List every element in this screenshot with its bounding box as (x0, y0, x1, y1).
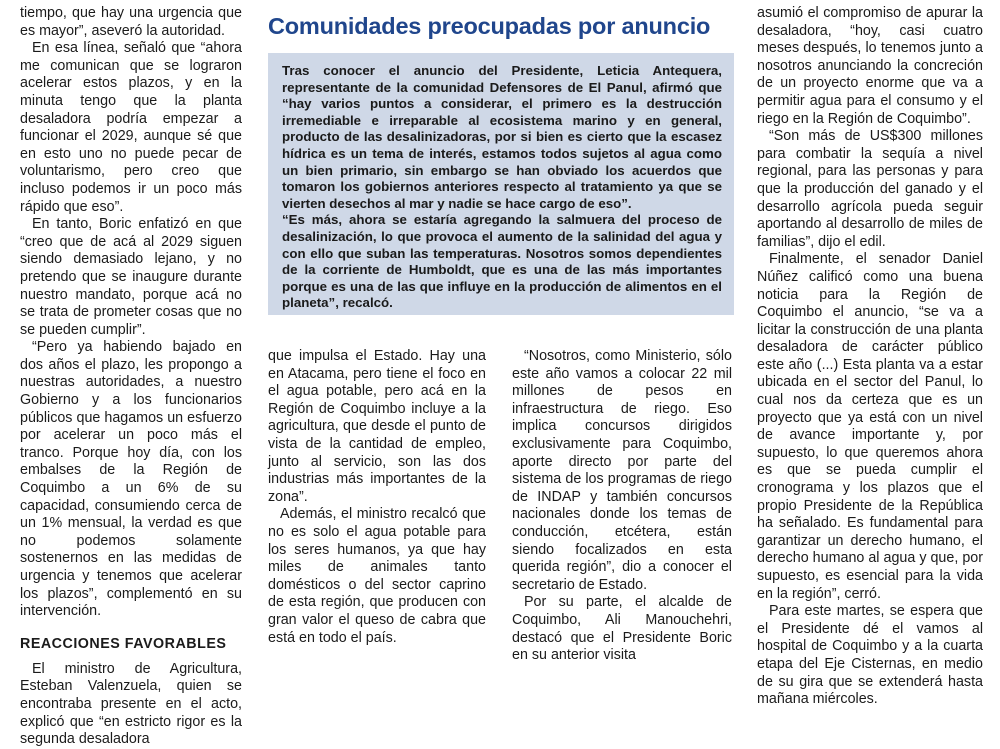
article-column-2 (268, 348, 486, 647)
paragraph: El ministro de Agricultura, Esteban Valenzuela, quien se encontraba presente en el acto, explicó que “en estricto rigor es la segunda desaladora (20, 660, 242, 748)
section-heading: REACCIONES FAVORABLES (20, 635, 227, 652)
highlight-box (268, 53, 734, 315)
paragraph: En esa línea, señaló que “ahora me comunican que se lograron acelerar estos plazos, y en la minuta tengo que la planta desaladora podría empezar a funcionar el 2029, aunque sé que en esto uno no puede pecar de voluntarismo, pero creo que incluso podemos ir un poco más rápido que eso”. (20, 40, 242, 215)
paragraph: “Son más de US$300 millones para combatir la sequía a nivel regional, para las personas y para que la producción del ganado y el desarrollo agrícola pueda seguir aportando al desarrollo de miles de familias”, dijo el edil. (757, 128, 983, 250)
paragraph: que impulsa el Estado. Hay una en Atacama, pero tiene el foco en el agua potable, pero acá en la Región de Coquimbo incluye a la agricultura, que desde el punto de vista de la cantidad de empleo, junto al servicio, son las dos industrias más importantes de la zona”. (268, 348, 486, 505)
paragraph: tiempo, que hay una urgencia que es mayor”, aseveró la autoridad. (20, 5, 242, 39)
article-column-1 (20, 5, 242, 749)
article-column-3 (512, 348, 732, 665)
paragraph: “Pero ya habiendo bajado en dos años el plazo, les propongo a nuestras autoridades, a nuestro Gobierno y a los funcionarios públicos que hagamos un esfuerzo por acelerar un poco más el tranco. Porque hoy día, con los embalses de la Región de Coquimbo a un 6% de su capacidad, consumiendo cerca de un 1% mensual, la verdad es que no podemos solamente sostenernos en las medidas de urgencia y tenemos que acelerar los plazos”, complementó en su intervención. (20, 339, 242, 620)
sidebar-title: Comunidades preocupadas por anuncio (268, 13, 711, 39)
paragraph: asumió el compromiso de apurar la desaladora, “hoy, casi cuatro meses después, lo tenemos junto a nosotros anunciando la concreción de un proyecto enorme que va a permitir agua para el consumo y el riego en la Región de Coquimbo”. (757, 5, 983, 127)
paragraph: Para este martes, se espera que el Presidente dé el vamos al hospital de Coquimbo y a la cuarta etapa del Eje Cisternas, en medio de su gira que se extenderá hasta mañana miércoles. (757, 603, 983, 708)
box-paragraph: Tras conocer el anuncio del Presidente, Leticia Antequera, representante de la comunidad Defensores de El Panul, afirmó que “hay varios puntos a considerar, el primero es la destrucción irremediable e irreparable al ecosistema marino y en general, producto de las desalinizadoras, por si bien es cierto que la escasez hídrica es un tema de interés, estamos todos sujetos al agua como un bien primario, sin embargo se han obviado los acuerdos que tomaron los gobiernos anteriores respecto al tratamiento ya que se vierten desechos al mar y nadie se hace cargo de eso”. (282, 63, 722, 211)
paragraph: Finalmente, el senador Daniel Núñez calificó como una buena noticia para la Región de Coquimbo el anuncio, “se va a licitar la construcción de una planta desaladora de carácter público este año (...) Esta planta va a estar ubicada en el sector del Panul, lo cual nos da certeza que es un proyecto que ya está con un nivel de avance importante y, por supuesto, lo que queremos ahora es que se pueda cumplir el cronograma y los plazos que el propio Presidente de la República ha señalado. Es fundamental para garantizar un derecho humano, el derecho humano al agua y que, por supuesto, es esencial para la vida en la región”, cerró. (757, 251, 983, 602)
paragraph: Por su parte, el alcalde de Coquimbo, Ali Manouchehri, destacó que el Presidente Boric en su anterior visita (512, 594, 732, 664)
box-paragraph: “Es más, ahora se estaría agregando la salmuera del proceso de desalinización, lo que provoca el aumento de la salinidad del agua y con ello que suban las temperaturas. Nosotros somos dependientes de la corriente de Humboldt, que es una de las más importantes porque es una de las que influye en la producción de alimentos en el planeta”, recalcó. (282, 212, 722, 311)
paragraph: Además, el ministro recalcó que no es solo el agua potable para los seres humanos, ya que hay miles de animales tanto domésticos o del sector caprino de esta región, que producen con gran valor el queso de cabra que está en todo el país. (268, 506, 486, 646)
paragraph: “Nosotros, como Ministerio, sólo este año vamos a colocar 22 mil millones de pesos en infraestructura de riego. Eso implica concursos dirigidos exclusivamente para Coquimbo, aporte directo por parte del sistema de los programas de riego de INDAP y también concursos nacionales donde los temas de conducción, etcétera, están siendo focalizados en esta querida región”, dio a conocer el secretario de Estado. (512, 348, 732, 593)
article-column-4 (757, 5, 983, 709)
paragraph: En tanto, Boric enfatizó en que “creo que de acá al 2029 siguen siendo demasiado lejano, y no pretendo que se inaugure durante nuestro mandato, porque acá no se trata de prometer cosas que no se pueden cumplir”. (20, 216, 242, 338)
